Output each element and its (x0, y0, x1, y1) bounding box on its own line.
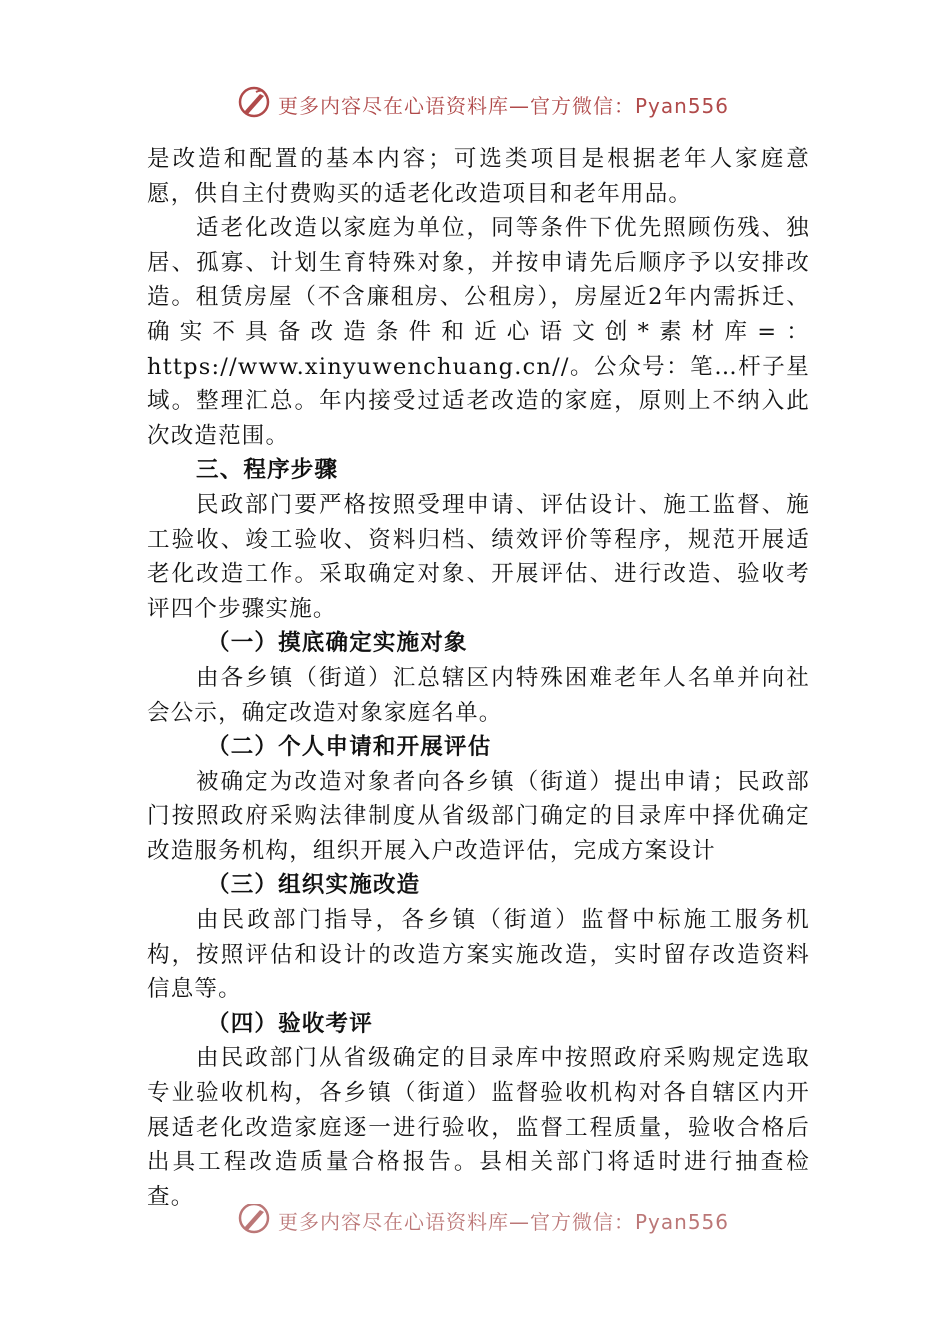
subsection-heading: （二）个人申请和开展评估 (207, 734, 492, 761)
paragraph: 被确定为改造对象者向各乡镇（街道）提出申请；民政部门按照政府采购法律制度从省级部门确定的目录库中择优确定改造服务机构，组织开展入户改造评估，完成方案设计 (147, 768, 810, 864)
paragraph: 民政部门要严格按照受理申请、评估设计、施工监督、施工验收、竣工验收、资料归档、绩效评价等程序，规范开展适老化改造工作。采取确定对象、开展评估、进行改造、验收考评四个步骤实施。 (147, 491, 810, 622)
paragraph: 适老化改造以家庭为单位，同等条件下优先照顾伤残、独居、孤寡、计划生育特殊对象，并按申请先后顺序予以安排改造。租赁房屋（不含廉租房、公租房），房屋近2年内需拆迁、确实不具备改造条件和近心语文创*素材库=：https://www.xinyuwenchuang.cn//。公众号：笔…杆子星域。整理汇总。年内接受过适老改造的家庭，原则上不纳入此次改造范围。 (147, 215, 810, 449)
paragraph: 由各乡镇（街道）汇总辖区内特殊困难老年人名单并向社会公示，确定改造对象家庭名单。 (147, 664, 810, 726)
section-heading: 三、程序步骤 (196, 457, 339, 484)
watermark-footer (0, 1204, 950, 1240)
document-body (147, 142, 810, 1214)
watermark-text: 更多内容尽在心语资料库—官方微信：Pyan556 (278, 94, 730, 118)
paragraph: 由民政部门指导，各乡镇（街道）监督中标施工服务机构，按照评估和设计的改造方案实施改造，实时留存改造资料信息等。 (147, 907, 810, 1003)
paragraph: 由民政部门从省级确定的目录库中按照政府采购规定选取专业验收机构，各乡镇（街道）监督验收机构对各自辖区内开展适老化改造家庭逐一进行验收，监督工程质量，验收合格后出具工程改造质量合格报告。县相关部门将适时进行抽查检查。 (147, 1045, 810, 1210)
paragraph: 是改造和配置的基本内容；可选类项目是根据老年人家庭意愿，供自主付费购买的适老化改造项目和老年用品。 (147, 146, 810, 207)
watermark-text: 更多内容尽在心语资料库—官方微信：Pyan556 (278, 1210, 730, 1234)
pen-logo-icon (236, 84, 272, 120)
watermark-header (0, 82, 950, 122)
subsection-heading: （三）组织实施改造 (207, 872, 421, 899)
subsection-heading: （四）验收考评 (207, 1010, 373, 1037)
pen-logo-icon (236, 1204, 272, 1236)
subsection-heading: （一）摸底确定实施对象 (207, 630, 468, 657)
